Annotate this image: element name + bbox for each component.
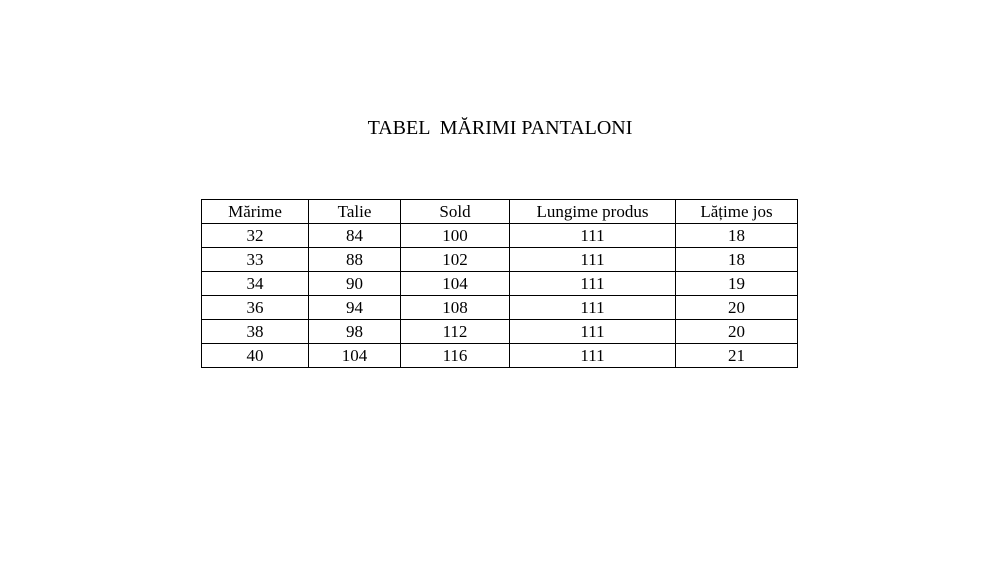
table-row: [202, 248, 798, 272]
cell-latime-jos: 21: [676, 344, 798, 368]
table-header-row: [202, 200, 798, 224]
cell-lungime-produs: 111: [510, 344, 676, 368]
cell-sold: 112: [401, 320, 510, 344]
cell-talie: 94: [309, 296, 401, 320]
header-talie: Talie: [309, 200, 401, 224]
cell-marime: 38: [202, 320, 309, 344]
header-sold: Sold: [401, 200, 510, 224]
cell-talie: 84: [309, 224, 401, 248]
table-row: [202, 224, 798, 248]
table-row: [202, 344, 798, 368]
cell-sold: 116: [401, 344, 510, 368]
cell-marime: 32: [202, 224, 309, 248]
header-latime-jos: Lățime jos: [676, 200, 798, 224]
table-row: [202, 320, 798, 344]
cell-marime: 40: [202, 344, 309, 368]
cell-lungime-produs: 111: [510, 320, 676, 344]
cell-talie: 88: [309, 248, 401, 272]
size-table: [201, 199, 798, 368]
cell-marime: 36: [202, 296, 309, 320]
cell-lungime-produs: 111: [510, 224, 676, 248]
cell-marime: 34: [202, 272, 309, 296]
page-title: TABEL MĂRIMI PANTALONI: [367, 117, 633, 139]
cell-talie: 90: [309, 272, 401, 296]
cell-latime-jos: 18: [676, 224, 798, 248]
cell-sold: 102: [401, 248, 510, 272]
cell-talie: 98: [309, 320, 401, 344]
cell-sold: 104: [401, 272, 510, 296]
cell-lungime-produs: 111: [510, 272, 676, 296]
cell-latime-jos: 20: [676, 296, 798, 320]
cell-talie: 104: [309, 344, 401, 368]
cell-marime: 33: [202, 248, 309, 272]
header-lungime-produs: Lungime produs: [510, 200, 676, 224]
cell-sold: 108: [401, 296, 510, 320]
cell-latime-jos: 18: [676, 248, 798, 272]
table-row: [202, 272, 798, 296]
header-marime: Mărime: [202, 200, 309, 224]
cell-lungime-produs: 111: [510, 296, 676, 320]
cell-sold: 100: [401, 224, 510, 248]
cell-latime-jos: 20: [676, 320, 798, 344]
table-row: [202, 296, 798, 320]
cell-latime-jos: 19: [676, 272, 798, 296]
cell-lungime-produs: 111: [510, 248, 676, 272]
